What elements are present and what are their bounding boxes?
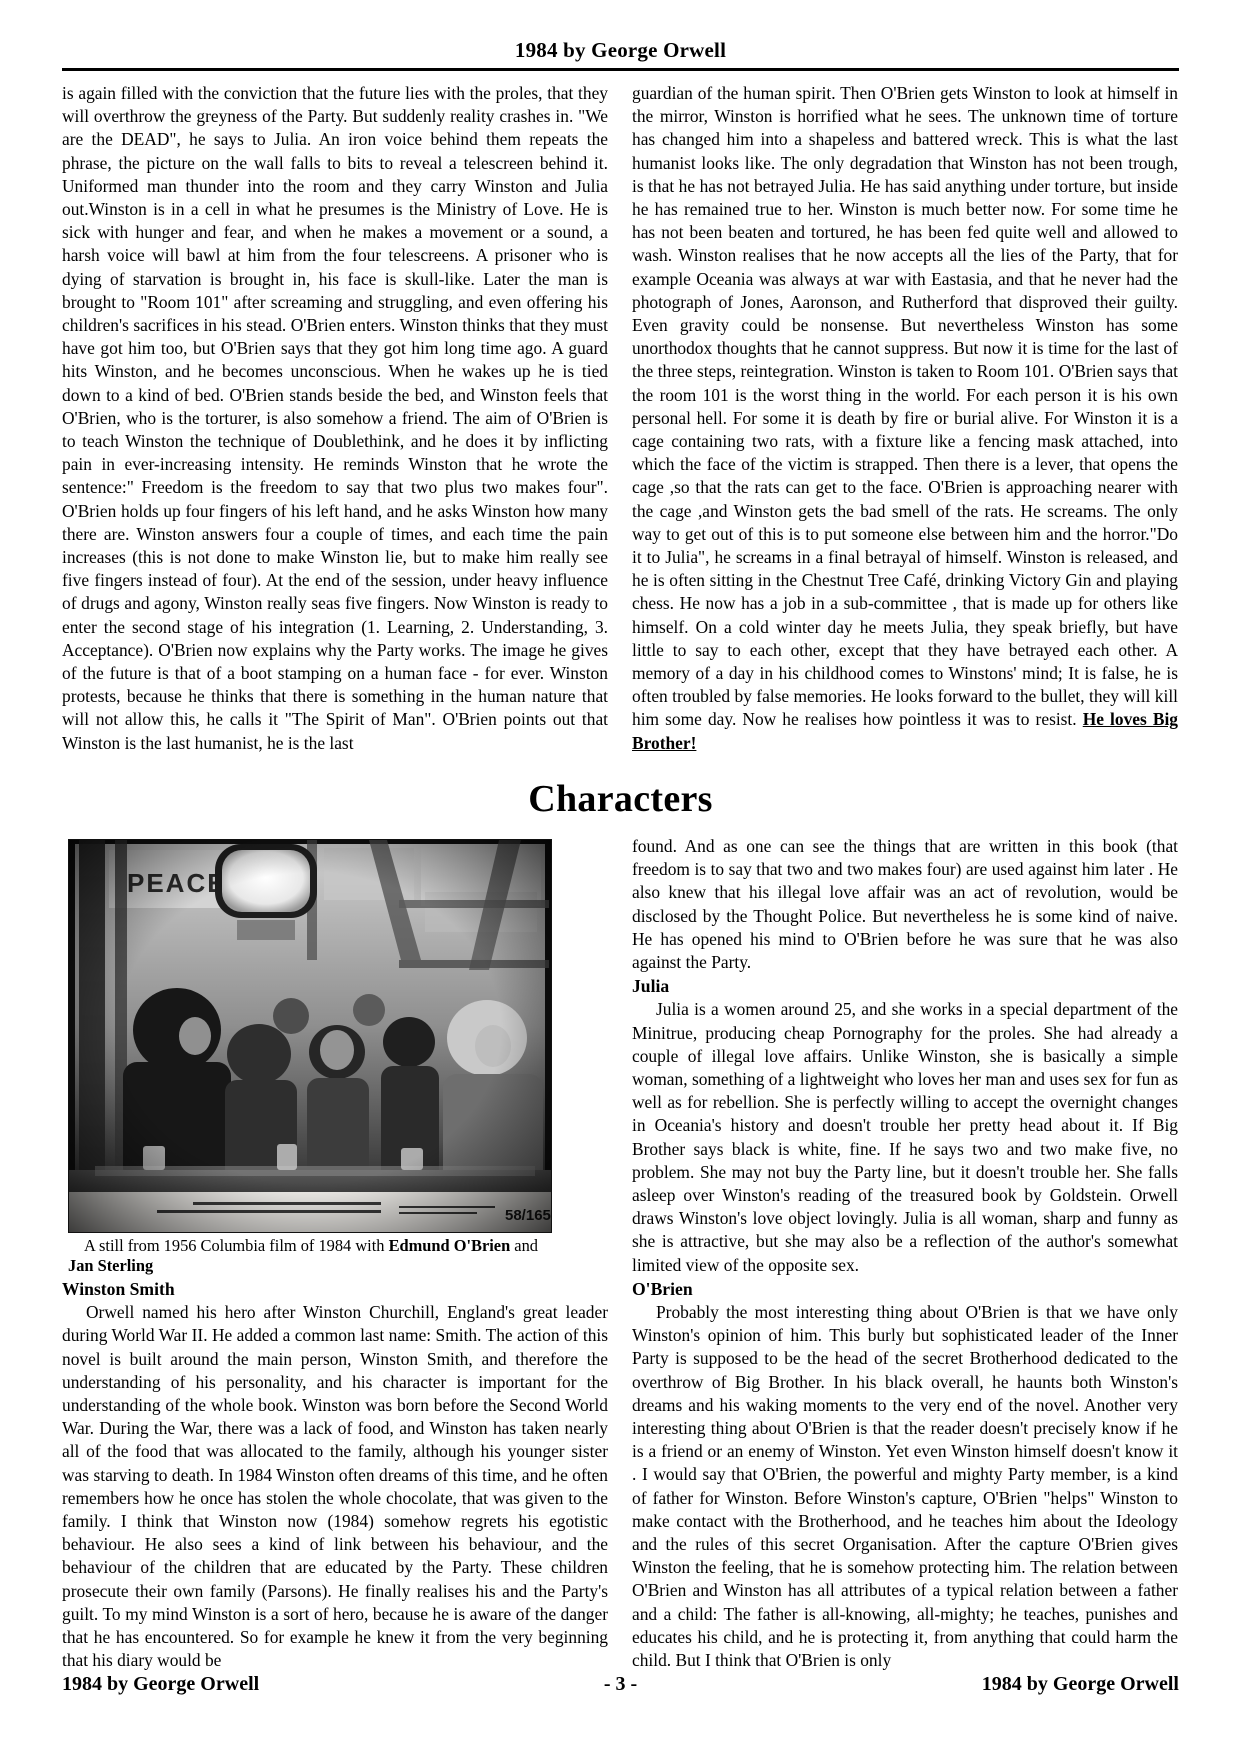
characters-right-column (632, 835, 1178, 1672)
characters-left-column (62, 835, 608, 1672)
caption-prefix: A still from 1956 Columbia film of 1984 with (84, 1235, 389, 1255)
characters-heading: Characters (528, 777, 713, 820)
obrien-body: Probably the most interesting thing about O'Brien is that we have only Winston's opinion of him. This burly but sophisticated leader of the Inner Party is supposed to be the head of the secret Brotherhood dedicated to the overthrow of Big Brother. In his black overall, he haunts both Winston's dreams and his waking moments to the very end of the novel. Another very interesting thing about O'Brien is that the reader doesn't precisely know if he is a friend or an enemy of Winston. Yet even Winston himself doesn't know it . I would say that O'Brien, the powerful and mighty Party member, is a kind of father for Winston. Before Winston's capture, O'Brien "helps" Winston to make contact with the Brotherhood, and he teaches him about the Ideology and the rules of this secret Organisation. After the capture O'Brien gives Winston the feeling, that he is somehow protecting him. The relation between O'Brien and Winston has all attributes of a typical relation between a father and a child: The father is all-knowing, all-mighty; he teaches, punishes and educates his child, and he is protecting it, from anything that could harm the child. But I think that O'Brien is only (632, 1301, 1178, 1670)
caption-actor-2: Jan Sterling (68, 1255, 154, 1275)
page-content (62, 82, 1179, 1672)
summary-columns (62, 82, 1179, 755)
footer-right: 1984 by George Orwell (981, 1673, 1179, 1695)
footer-page-number: - 3 - (603, 1673, 638, 1695)
characters-columns (62, 835, 1179, 1672)
winston-continued-body: found. And as one can see the things that are written in this book (that freedom is to say that two and two makes four) are used against him later . He also knew that his illegal love affair was an act of revolution, would be disclosed by the Thought Police. But nevertheless he is some kind of naive. He has opened his mind to O'Brien before he was sure that he was also against the Party. (632, 835, 1178, 972)
loves-big-brother-emphasis: He loves Big Brother! (632, 709, 1178, 753)
header-rule (62, 68, 1179, 71)
page-header: 1984 by George Orwell (514, 38, 727, 62)
winston-smith-body: Orwell named his hero after Winston Churchill, England's great leader during World War II. He added a common last name: Smith. The action of this novel is built around the main person, Winston Smith, and therefore the understanding of his personality, and his character is important for the understanding of the whole book. Winston was born before the Second World War. During the War, there was a lack of food, and Winston has taken nearly all of the food that was allocated to the family, although his younger sister was starving to death. In 1984 Winston often dreams of this time, and he often remembers how he once has stolen the whole chocolate, that was given to the family. I think that Winston now (1984) somehow regrets his egotistic behaviour. He also sees a kind of link between his behaviour, and the behaviour of the children that are educated by the Party. These children prosecute their own family (Parsons). He finally realises his and the Party's guilt. To my mind Winston is a sort of hero, because he is aware of the danger that he has encountered. So for example he knew it from the very beginning that his diary would be (62, 1302, 608, 1671)
page-footer (62, 1673, 1179, 1696)
subhead-winston-smith: Winston Smith (62, 1278, 175, 1299)
figure-caption (68, 1236, 550, 1276)
subhead-obrien: O'Brien (632, 1278, 693, 1299)
summary-right-text (632, 82, 1178, 755)
film-still-figure (68, 839, 550, 1276)
summary-left-text: is again filled with the conviction that the future lies with the proles, that they will overthrow the greyness of the Party. But suddenly reality crashes in. "We are the DEAD", he says to Julia. An iron voice behind them repeats the phrase, the picture on the wall falls to bits to reveal a telescreen behind it. Uniformed man thunder into the room and they carry Winston and Julia out.Winston is in a cell in what he presumes is the Ministry of Love. He is sick with hunger and fear, and when he makes a movement or a sound, a harsh voice will bawl at him from the four telescreens. A prisoner who is dying of starvation is brought in, his face is skull-like. Later the man is brought to "Room 101" after screaming and struggling, and even offering his children's sacrifices in his stead. O'Brien enters. Winston thinks that they must have got him too, but O'Brien says that they got him long time ago. A guard hits Winston, and he becomes unconscious. When he wakes up he is tied down to a kind of bed. O'Brien stands beside the bed, and Winston feels that O'Brien, who is the torturer, is also somehow a friend. The aim of O'Brien is to teach Winston the technique of Doublethink, and he does it by inflicting pain in ever-increasing intensity. He reminds Winston that he wrote the sentence:" Freedom is the freedom to say that two plus two makes four". O'Brien holds up four fingers of his left hand, and he asks Winston how many there are. Winston answers four a couple of times, and each time the pain increases (this is not done to make Winston lie, but to make him really see five fingers instead of four). At the end of the session, under heavy influence of drugs and agony, Winston really seas five fingers. Now Winston is ready to enter the second stage of his integration (1. Learning, 2. Understanding, 3. Acceptance). O'Brien now explains why the Party works. The image he gives of the future is that of a boot stamping on a human face - for ever. Winston protests, because he thinks that there is something in the human nature that will not allow this, he calls it "The Spirit of Man". O'Brien points out that Winston is the last humanist, he is the last (62, 83, 608, 753)
julia-body: Julia is a women around 25, and she works in a special department of the Minitrue, producing cheap Pornography for the proles. She had already a couple of illegal love affairs. Unlike Winston, she is basically a simple woman, something of a lightweight who loves her man and uses sex for fun as well as for rebellion. She is perfectly willing to accept the overnight changes in Oceania's history and doesn't trouble her pretty head about it. If Big Brother says black is white, fine. If he says two and two make five, no problem. She may not buy the Party line, but it doesn't trouble her. She falls asleep over Winston's reading of the treasured book by Goldstein. Orwell draws Winston's love object lovingly. Julia is all woman, sharp and funny as she is attractive, but she may also be a reflection of the author's somewhat limited view of the opposite sex. (632, 999, 1178, 1275)
summary-right-body: guardian of the human spirit. Then O'Brien gets Winston to look at himself in the mirror, Winston is horrified what he sees. The unknown time of torture has changed him into a shapeless and battered wreck. This is what the last humanist looks like. The only degradation that Winston has not been trough, is that he has not betrayed Julia. He has said anything under torture, but inside he has remained true to her. Winston is much better now. For some time he has not been beaten and tortured, he has been fed quite well and allowed to wash. Winston realises that he now accepts all the lies of the Party, that for example Oceania was always at war with Eastasia, and that he never had the photograph of Jones, Aaronson, and Rutherford that disproved their guilty. Even gravity could be nonsense. But nevertheless Winston has some unorthodox thoughts that he cannot suppress. But now it is time for the last of the three steps, reintegration. Winston is taken to Room 101. O'Brien says that the room 101 is the worst thing in the world. For each person it is his own personal hell. For some it is death by fire or burial alive. For Winston it is a cage containing two rats, with a fixture like a fencing mask attached, into which the face of the victim is strapped. Then there is a lever, that opens the cage ,so that the rats can get to the face. O'Brien is approaching nearer with the cage ,and Winston gets the bad smell of the rats. He screams. The only way to get out of this is to put someone else between him and the horror."Do it to Julia", he screams in a final betrayal of himself. Winston is released, and he is often sitting in the Chestnut Tree Café, drinking Victory Gin and playing chess. He now has a job in a sub-committee , that is made up for others like himself. On a cold winter day he meets Julia, they speak briefly, but have little to say to each other, except that they have betrayed each other. A memory of a day in his childhood comes to Winstons' mind; It is false, he is often troubled by false memories. He looks forward to the bullet, they will kill him some day. Now he realises how pointless it was to resist. (632, 83, 1178, 730)
caption-actor-1: Edmund O'Brien (388, 1235, 511, 1255)
footer-left: 1984 by George Orwell (62, 1673, 260, 1695)
summary-left-column (62, 82, 608, 755)
subhead-julia: Julia (632, 976, 670, 997)
caption-joiner: and (510, 1235, 538, 1255)
summary-right-column (632, 82, 1178, 755)
film-still-1984-image (68, 839, 552, 1233)
